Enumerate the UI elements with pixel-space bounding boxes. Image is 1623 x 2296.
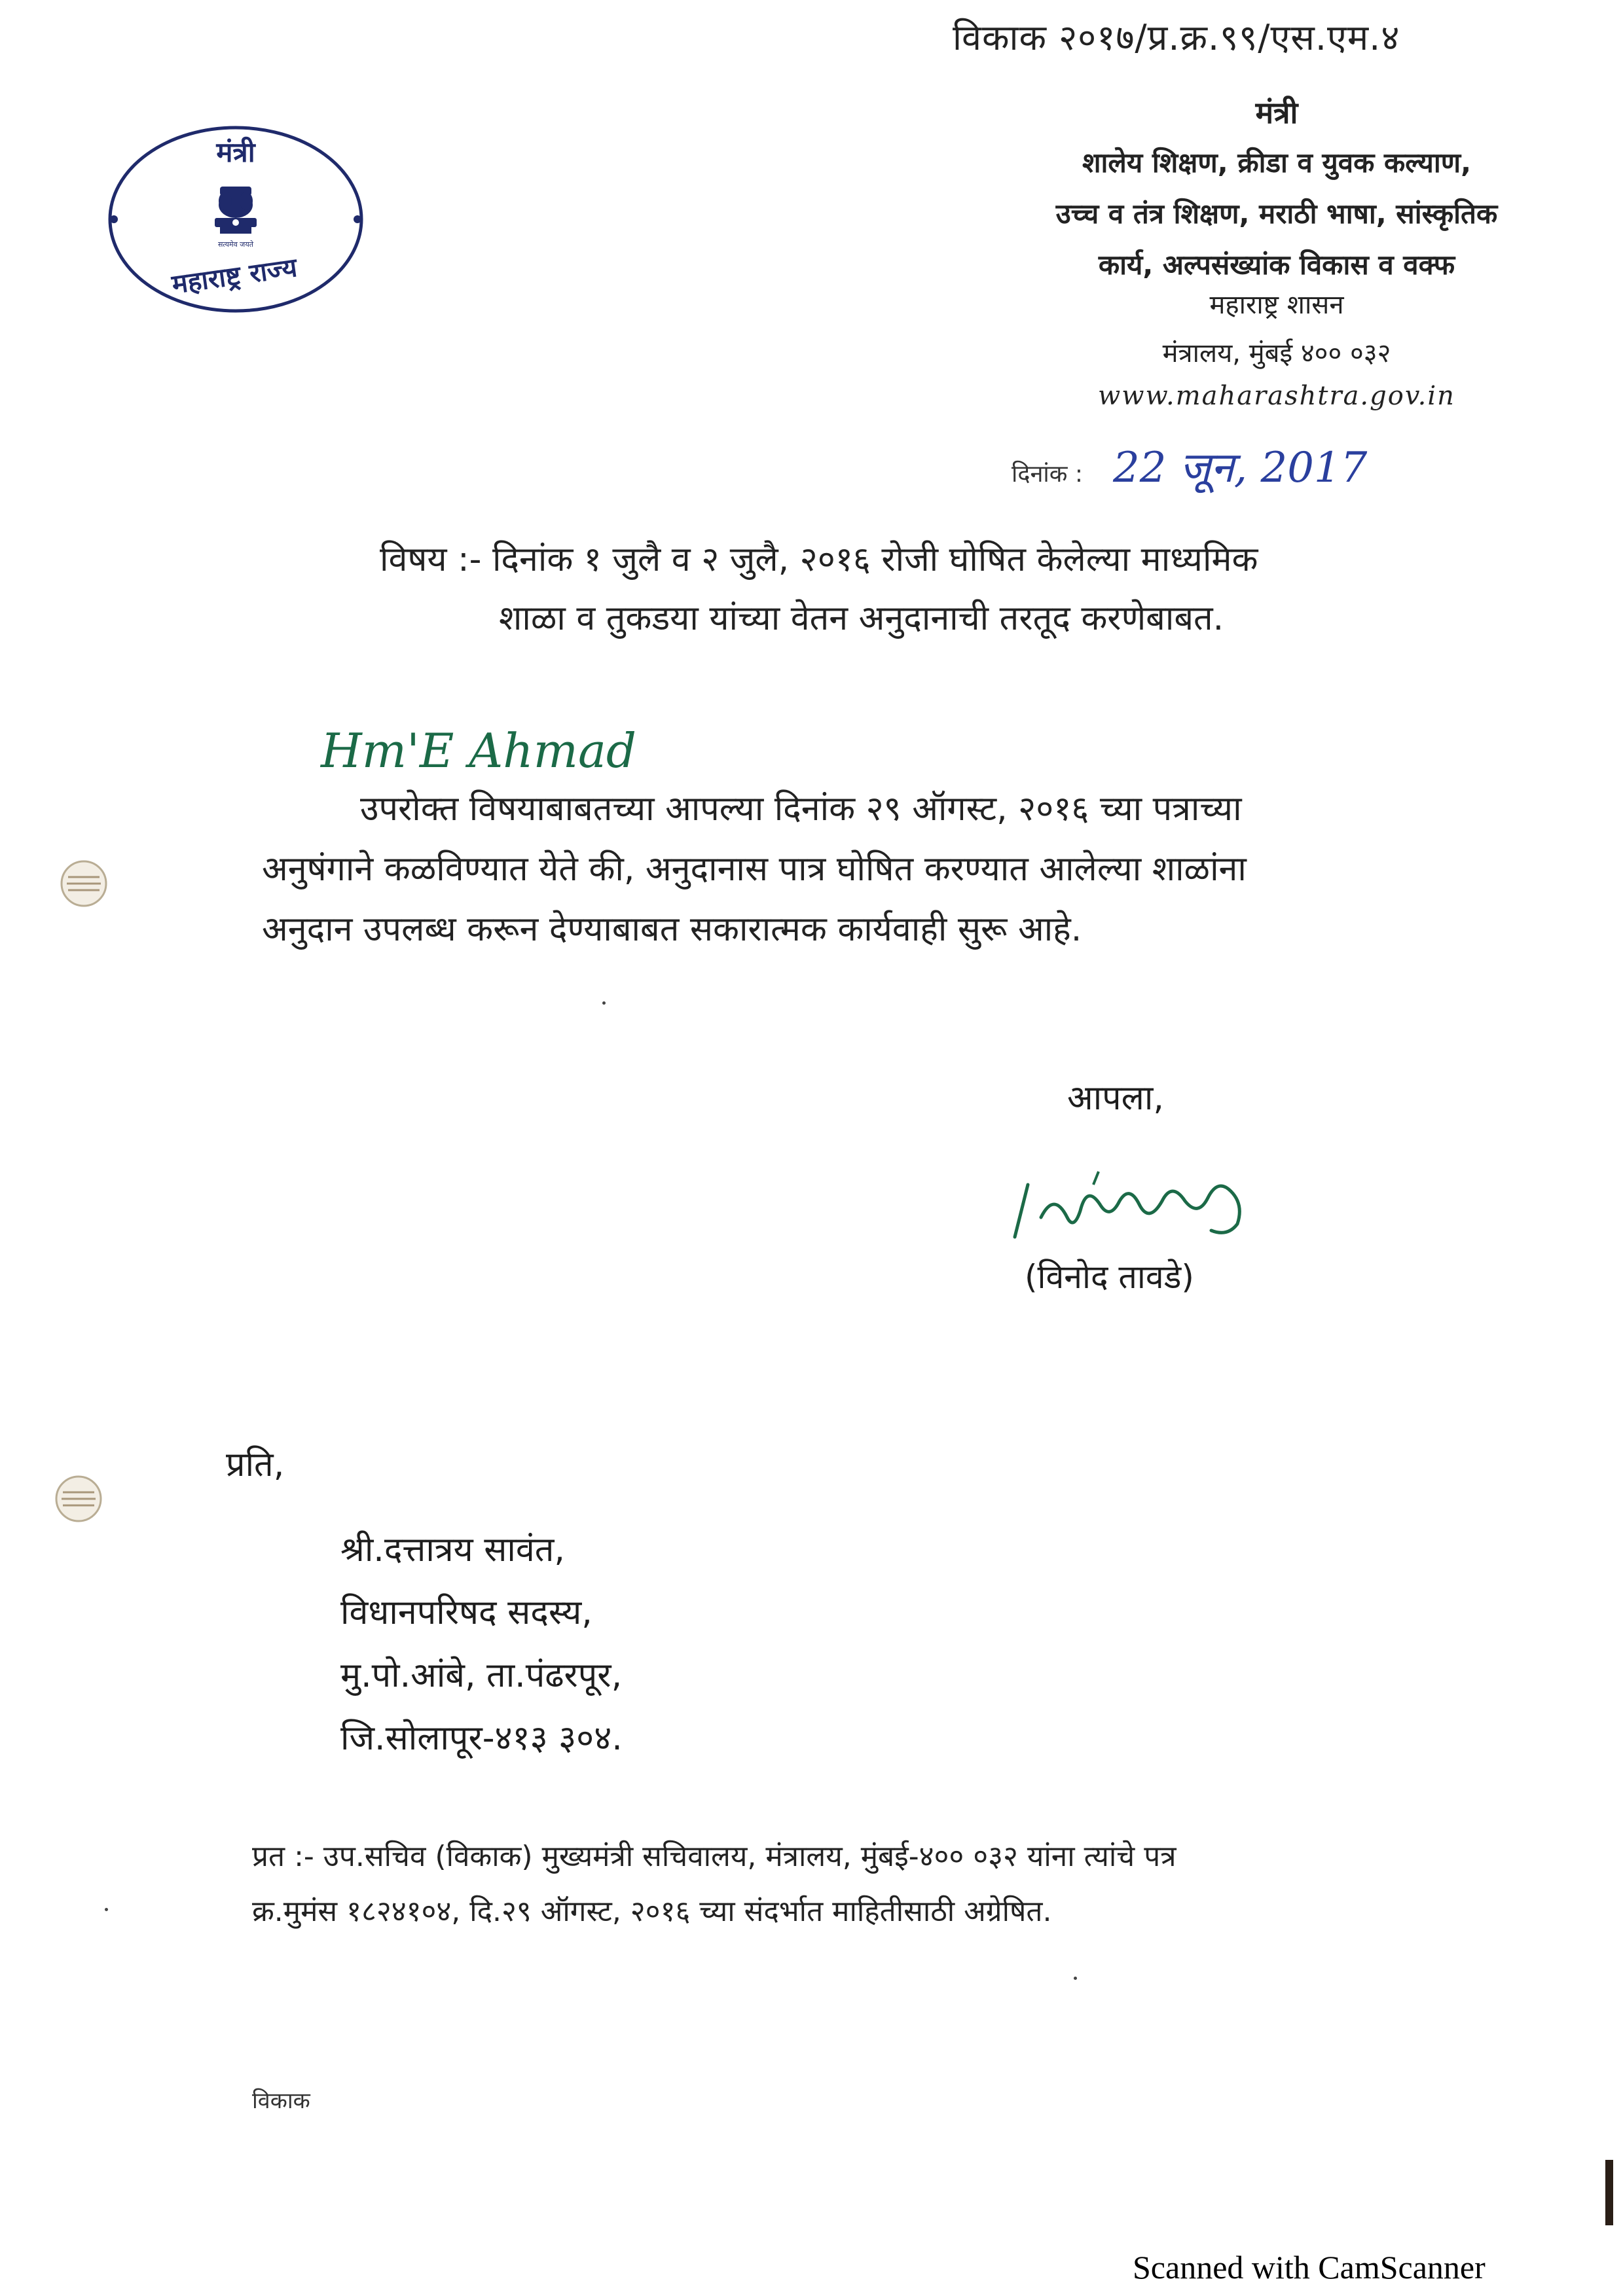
letterhead-address: मंत्रालय, मुंबई ४०० ०३२ <box>1162 338 1391 368</box>
recipient-line: मु.पो.आंबे, ता.पंढरपूर, <box>340 1656 623 1695</box>
punch-hole-icon <box>58 857 110 910</box>
scan-speck <box>105 1908 108 1911</box>
minister-seal <box>105 121 367 317</box>
signature <box>1002 1139 1277 1250</box>
date-value: 22 जून, 2017 <box>1113 444 1368 492</box>
reference-number: विकाक २०१७/प्र.क्र.९९/एस.एम.४ <box>953 17 1400 58</box>
letter-body <box>262 779 1506 960</box>
date-label: दिनांक : <box>1012 461 1083 488</box>
letterhead-website: www.maharashtra.gov.in <box>1098 381 1455 411</box>
scan-speck <box>602 1001 606 1005</box>
seal-bottom-text: महाराष्ट्र राज्य <box>170 252 299 300</box>
signer-name: (विनोद तावडे) <box>1025 1258 1194 1296</box>
copy-line: क्र.मुमंस १८२४१०४, दि.२९ ऑगस्ट, २०१६ च्या संदर्भात माहितीसाठी अग्रेषित. <box>252 1895 1052 1928</box>
scan-speck <box>1074 1977 1077 1980</box>
footer-code: विकाक <box>252 2088 310 2114</box>
letterhead-departments <box>982 137 1571 291</box>
body-line: अनुषंगाने कळविण्यात येते की, अनुदानास पात्र घोषित करण्यात आलेल्या शाळांना <box>262 850 1247 889</box>
recipient-line: जि.सोलापूर-४१३ ३०४. <box>340 1719 623 1758</box>
ashoka-emblem-icon <box>215 187 257 234</box>
department-line: उच्च व तंत्र शिक्षण, मराठी भाषा, सांस्कृतिक <box>1055 198 1498 230</box>
recipient-line: श्री.दत्तात्रय सावंत, <box>340 1530 565 1570</box>
handwritten-note: Hm'E Ahmad <box>321 723 636 778</box>
recipient-line: विधानपरिषद सदस्य, <box>340 1593 593 1632</box>
punch-hole-icon <box>52 1473 105 1525</box>
body-line: अनुदान उपलब्ध करून देण्याबाबत सकारात्मक कार्यवाही सुरू आहे. <box>262 910 1082 949</box>
letterhead-government: महाराष्ट्र शासन <box>1209 290 1344 320</box>
letterhead-title: मंत्री <box>1255 95 1298 130</box>
department-line: शालेय शिक्षण, क्रीडा व युवक कल्याण, <box>1082 147 1472 179</box>
body-line: उपरोक्त विषयाबाबतच्या आपल्या दिनांक २९ ऑगस्ट, २०१६ च्या पत्राच्या <box>360 789 1242 829</box>
to-label: प्रति, <box>226 1445 285 1484</box>
subject <box>380 530 1258 648</box>
scanner-watermark: Scanned with CamScanner <box>1133 2249 1486 2286</box>
closing: आपला, <box>1067 1079 1164 1118</box>
copy-line: प्रत :- उप.सचिव (विकाक) मुख्यमंत्री सचिवालय, मंत्रालय, मुंबई-४०० ०३२ यांना त्यांचे पत्र <box>252 1840 1176 1873</box>
department-line: कार्य, अल्पसंख्यांक विकास व वक्फ <box>1098 249 1455 281</box>
scan-edge-mark <box>1605 2160 1613 2225</box>
seal-motto: सत्यमेव जयते <box>217 240 254 249</box>
seal-top-text: मंत्री <box>216 136 255 168</box>
copy-to <box>252 1829 1176 1939</box>
subject-line: विषय :- दिनांक १ जुलै व २ जुलै, २०१६ रोजी घोषित केलेल्या माध्यमिक <box>380 540 1258 579</box>
recipient-address <box>340 1518 623 1770</box>
subject-line: शाळा व तुकडया यांच्या वेतन अनुदानाची तरतूद करणेबाबत. <box>499 599 1224 638</box>
